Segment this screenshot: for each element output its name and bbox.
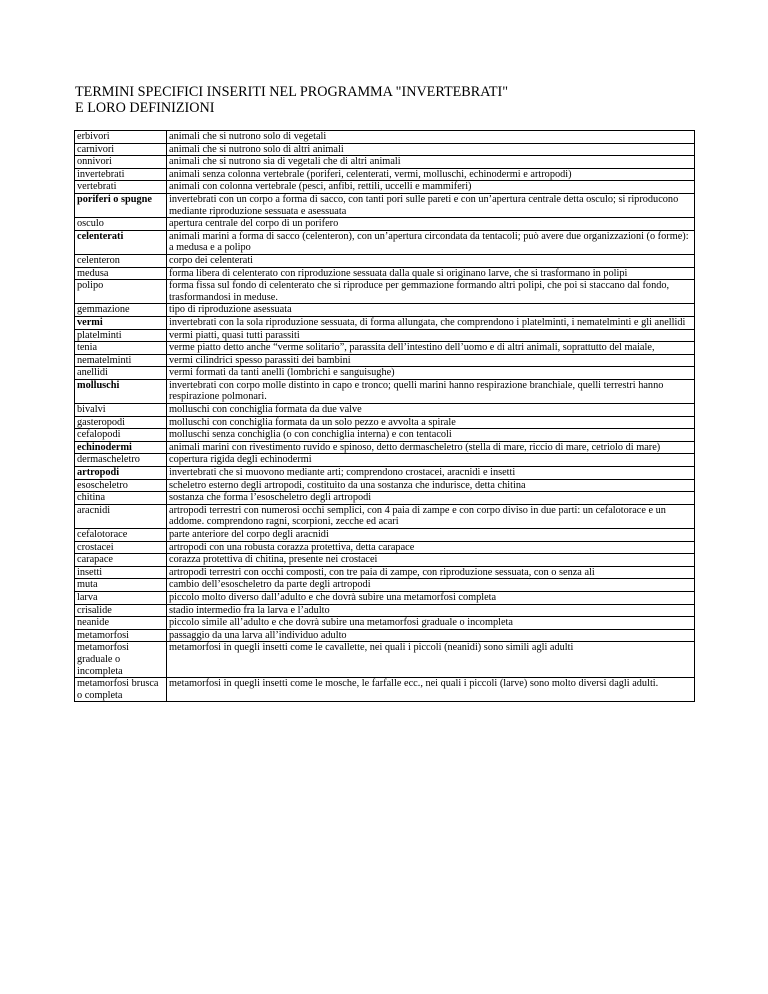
glossary-term: vermi bbox=[75, 316, 167, 329]
glossary-definition: passaggio da una larva all’individuo adulto bbox=[167, 629, 695, 642]
glossary-definition: artropodi terrestri con numerosi occhi semplici, con 4 paia di zampe e con corpo diviso in due parti: un cefalotorace e un addome. comprendono ragni, scorpioni, zecche ed acari bbox=[167, 504, 695, 528]
glossary-definition: artropodi terrestri con occhi composti, con tre paia di zampe, con riproduzione sessuata, con o senza ali bbox=[167, 566, 695, 579]
glossary-row bbox=[75, 342, 695, 355]
glossary-definition: invertebrati con un corpo a forma di sacco, con tanti pori sulle pareti e con un’apertura centrale detta osculo; si riproducono mediante riproduzione sessuata e asessuata bbox=[167, 193, 695, 217]
glossary-row bbox=[75, 254, 695, 267]
glossary-row bbox=[75, 280, 695, 304]
glossary-definition: cambio dell’esoscheletro da parte degli artropodi bbox=[167, 579, 695, 592]
glossary-term: crostacei bbox=[75, 541, 167, 554]
title-line-1: TERMINI SPECIFICI INSERITI NEL PROGRAMMA "INVERTEBRATI" bbox=[75, 84, 509, 100]
glossary-row bbox=[75, 404, 695, 417]
glossary-row bbox=[75, 566, 695, 579]
glossary-term: vertebrati bbox=[75, 181, 167, 194]
glossary-row bbox=[75, 168, 695, 181]
glossary-term: cefalopodi bbox=[75, 429, 167, 442]
glossary-row bbox=[75, 316, 695, 329]
glossary-row bbox=[75, 454, 695, 467]
glossary-definition: copertura rigida degli echinodermi bbox=[167, 454, 695, 467]
glossary-row bbox=[75, 441, 695, 454]
glossary-row bbox=[75, 617, 695, 630]
glossary-definition: sostanza che forma l’esoscheletro degli artropodi bbox=[167, 492, 695, 505]
glossary-row bbox=[75, 230, 695, 254]
glossary-definition: verme piatto detto anche “verme solitario”, parassita dell’intestino dell’uomo e di altri animali, soprattutto del maiale, bbox=[167, 342, 695, 355]
glossary-term: medusa bbox=[75, 267, 167, 280]
glossary-term: muta bbox=[75, 579, 167, 592]
glossary-term: metamorfosi graduale o incompleta bbox=[75, 642, 167, 678]
glossary-row bbox=[75, 329, 695, 342]
glossary-body bbox=[75, 131, 695, 702]
glossary-definition: invertebrati che si muovono mediante arti; comprendono crostacei, aracnidi e insetti bbox=[167, 467, 695, 480]
glossary-term: osculo bbox=[75, 218, 167, 231]
glossary-term: invertebrati bbox=[75, 168, 167, 181]
glossary-term: polipo bbox=[75, 280, 167, 304]
glossary-term: onnivori bbox=[75, 156, 167, 169]
glossary-term: insetti bbox=[75, 566, 167, 579]
glossary-row bbox=[75, 193, 695, 217]
glossary-definition: molluschi con conchiglia formata da due valve bbox=[167, 404, 695, 417]
glossary-definition: molluschi con conchiglia formata da un solo pezzo e avvolta a spirale bbox=[167, 416, 695, 429]
glossary-definition: parte anteriore del corpo degli aracnidi bbox=[167, 529, 695, 542]
glossary-definition: tipo di riproduzione asessuata bbox=[167, 304, 695, 317]
glossary-definition: vermi piatti, quasi tutti parassiti bbox=[167, 329, 695, 342]
glossary-row bbox=[75, 218, 695, 231]
glossary-definition: corpo dei celenterati bbox=[167, 254, 695, 267]
glossary-term: gemmazione bbox=[75, 304, 167, 317]
glossary-definition: forma libera di celenterato con riproduzione sessuata dalla quale si originano larve, che si trasformano in polipi bbox=[167, 267, 695, 280]
glossary-row bbox=[75, 131, 695, 144]
glossary-term: larva bbox=[75, 591, 167, 604]
glossary-row bbox=[75, 267, 695, 280]
glossary-term: nematelminti bbox=[75, 354, 167, 367]
glossary-row bbox=[75, 304, 695, 317]
glossary-row bbox=[75, 529, 695, 542]
glossary-row bbox=[75, 604, 695, 617]
glossary-row bbox=[75, 642, 695, 678]
glossary-definition: metamorfosi in quegli insetti come le cavallette, nei quali i piccoli (neanidi) sono simili agli adulti bbox=[167, 642, 695, 678]
glossary-term: metamorfosi brusca o completa bbox=[75, 678, 167, 702]
glossary-term: artropodi bbox=[75, 467, 167, 480]
glossary-definition: invertebrati con la sola riproduzione sessuata, di forma allungata, che comprendono i platelminti, i nematelminti e gli anellidi bbox=[167, 316, 695, 329]
glossary-row bbox=[75, 416, 695, 429]
glossary-definition: animali che si nutrono solo di altri animali bbox=[167, 143, 695, 156]
glossary-row bbox=[75, 504, 695, 528]
glossary-row bbox=[75, 591, 695, 604]
glossary-table bbox=[74, 130, 695, 702]
glossary-definition: animali che si nutrono sia di vegetali che di altri animali bbox=[167, 156, 695, 169]
glossary-term: gasteropodi bbox=[75, 416, 167, 429]
glossary-definition: animali che si nutrono solo di vegetali bbox=[167, 131, 695, 144]
glossary-term: neanide bbox=[75, 617, 167, 630]
glossary-row bbox=[75, 379, 695, 403]
glossary-definition: stadio intermedio fra la larva e l’adulto bbox=[167, 604, 695, 617]
glossary-definition: piccolo simile all’adulto e che dovrà subire una metamorfosi graduale o incompleta bbox=[167, 617, 695, 630]
glossary-term: metamorfosi bbox=[75, 629, 167, 642]
glossary-term: dermascheletro bbox=[75, 454, 167, 467]
glossary-definition: forma fissa sul fondo di celenterato che si riproduce per gemmazione formando altri polipi, che poi si staccano dal fondo, trasformandosi in meduse. bbox=[167, 280, 695, 304]
glossary-row bbox=[75, 479, 695, 492]
glossary-term: aracnidi bbox=[75, 504, 167, 528]
glossary-term: esoscheletro bbox=[75, 479, 167, 492]
glossary-term: erbivori bbox=[75, 131, 167, 144]
glossary-definition: metamorfosi in quegli insetti come le mosche, le farfalle ecc., nei quali i piccoli (larve) sono molto diversi dagli adulti. bbox=[167, 678, 695, 702]
glossary-term: platelminti bbox=[75, 329, 167, 342]
glossary-term: celenteron bbox=[75, 254, 167, 267]
glossary-row bbox=[75, 143, 695, 156]
glossary-row bbox=[75, 354, 695, 367]
glossary-term: carapace bbox=[75, 554, 167, 567]
glossary-definition: scheletro esterno degli artropodi, costituito da una sostanza che indurisce, detta chitina bbox=[167, 479, 695, 492]
glossary-definition: animali con colonna vertebrale (pesci, anfibi, rettili, uccelli e mammiferi) bbox=[167, 181, 695, 194]
glossary-row bbox=[75, 467, 695, 480]
glossary-row bbox=[75, 554, 695, 567]
glossary-term: carnivori bbox=[75, 143, 167, 156]
document-title bbox=[75, 84, 508, 116]
glossary-row bbox=[75, 492, 695, 505]
glossary-term: tenia bbox=[75, 342, 167, 355]
glossary-term: poriferi o spugne bbox=[75, 193, 167, 217]
glossary-definition: vermi cilindrici spesso parassiti dei bambini bbox=[167, 354, 695, 367]
glossary-definition: piccolo molto diverso dall’adulto e che dovrà subire una metamorfosi completa bbox=[167, 591, 695, 604]
glossary-term: molluschi bbox=[75, 379, 167, 403]
glossary-row bbox=[75, 678, 695, 702]
glossary-row bbox=[75, 429, 695, 442]
glossary-row bbox=[75, 156, 695, 169]
glossary-term: anellidi bbox=[75, 367, 167, 380]
glossary-term: chitina bbox=[75, 492, 167, 505]
glossary-row bbox=[75, 629, 695, 642]
title-line-2: E LORO DEFINIZIONI bbox=[75, 100, 215, 116]
glossary-definition: animali marini a forma di sacco (celenteron), con un’apertura circondata da tentacoli; può avere due organizzazioni (o forme): a medusa e a polipo bbox=[167, 230, 695, 254]
glossary-row bbox=[75, 541, 695, 554]
glossary-term: celenterati bbox=[75, 230, 167, 254]
glossary-definition: apertura centrale del corpo di un porifero bbox=[167, 218, 695, 231]
glossary-term: cefalotorace bbox=[75, 529, 167, 542]
glossary-definition: corazza protettiva di chitina, presente nei crostacei bbox=[167, 554, 695, 567]
glossary-row bbox=[75, 367, 695, 380]
glossary-definition: animali senza colonna vertebrale (poriferi, celenterati, vermi, molluschi, echinodermi e artropodi) bbox=[167, 168, 695, 181]
glossary-term: crisalide bbox=[75, 604, 167, 617]
glossary-definition: invertebrati con corpo molle distinto in capo e tronco; quelli marini hanno respirazione branchiale, quelli terrestri hanno respirazione polmonari. bbox=[167, 379, 695, 403]
glossary-row bbox=[75, 579, 695, 592]
glossary-row bbox=[75, 181, 695, 194]
glossary-definition: artropodi con una robusta corazza protettiva, detta carapace bbox=[167, 541, 695, 554]
glossary-definition: vermi formati da tanti anelli (lombrichi e sanguisughe) bbox=[167, 367, 695, 380]
glossary-definition: molluschi senza conchiglia (o con conchiglia interna) e con tentacoli bbox=[167, 429, 695, 442]
glossary-definition: animali marini con rivestimento ruvido e spinoso, detto dermascheletro (stella di mare, riccio di mare, cetriolo di mare) bbox=[167, 441, 695, 454]
glossary-term: echinodermi bbox=[75, 441, 167, 454]
glossary-term: bivalvi bbox=[75, 404, 167, 417]
